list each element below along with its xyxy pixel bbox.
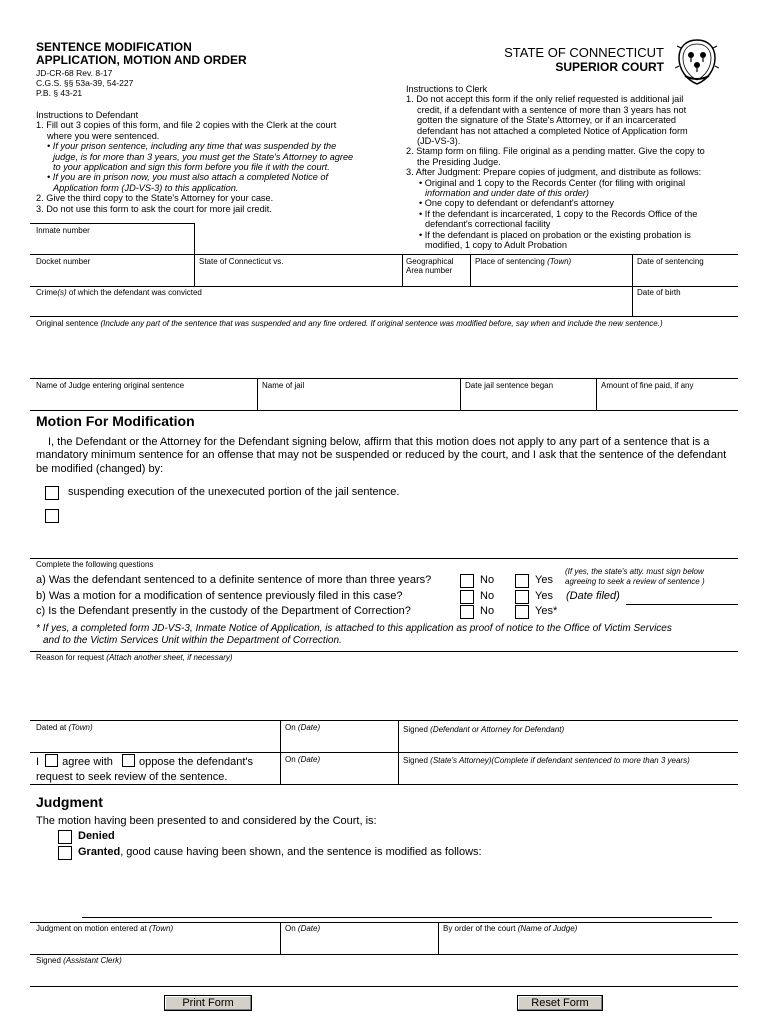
original-sentence-text: Original sentence [36,319,99,328]
form-statutes: C.G.S. §§ 53a-39, 54-227 [36,78,134,88]
motion-text: I, the Defendant or the Attorney for the Defendant signing below, affirm that this motion does not apply to any part of a sentence that is a mandatory minimum sentence for an offense that may not be suspended or reduced by the court, and I ask that the sentence of the defendant be modified (changed) by: [36,436,727,475]
state-vs-label: State of Connecticut vs. [199,257,284,266]
judge-name-label: Name of Judge entering original sentence [36,381,185,390]
question-b-no-label: No [480,590,495,602]
questions-heading: Complete the following questions [36,560,154,569]
modification-text-field[interactable] [82,864,712,918]
clerk-signature-hint: (Assistant Clerk) [63,956,122,965]
crimes-label-a: Crime [36,288,58,297]
defendant-bullet-1c: to your application and sign this form before you file it with the court. [53,162,330,173]
judgment-date-text: On [285,924,296,933]
reset-form-button[interactable]: Reset Form [517,995,603,1011]
original-sentence-field[interactable] [36,330,736,376]
fine-paid-label: Amount of fine paid, if any [601,381,694,390]
crimes-label-c: of which the defendant was convicted [66,288,202,297]
clerk-line-14: • If the defendant is placed on probation or the existing probation is [419,229,691,240]
docket-number-field[interactable] [36,267,190,284]
judgment-date-field[interactable] [285,934,435,952]
question-c-no-checkbox[interactable] [460,605,474,619]
judgment-date-label [285,924,320,933]
defendant-instruction-1: 1. Fill out 3 copies of this form, and file 2 copies with the Clerk at the court [36,120,337,131]
judgment-text: The motion having been presented to and considered by the Court, is: [36,815,377,827]
crimes-label-b: (s) [57,288,67,297]
defendant-signature-hint: (Defendant or Attorney for Defendant) [430,725,565,734]
form-practice-book: P.B. § 43-21 [36,88,83,98]
agree-checkbox[interactable] [45,754,58,767]
sign-date-text: On [285,723,296,732]
date-of-birth-field[interactable] [637,298,737,314]
clerk-line-13: defendant's correctional facility [425,219,551,230]
dated-at-field[interactable] [36,733,276,750]
clerk-line-2: credit, if a defendant with a sentence of more than 3 years has not [417,104,687,115]
defendant-instruction-1b: where you were sentenced. [47,130,160,141]
original-sentence-hint: (Include any part of the sentence that was suspended and any fine ordered. If original sentence was modified before, say when and include the new sentence.) [100,319,663,328]
clerk-line-7: the Presiding Judge. [417,156,501,167]
date-filed-label: (Date filed) [566,590,620,602]
state-sign-date-label [285,755,320,764]
judgment-entered-at-label [36,924,173,933]
clerk-line-4: defendant has not attached a completed Notice of Application form [417,125,688,136]
judge-name-order-field[interactable] [443,934,737,952]
place-of-sentencing-hint: (Town) [547,257,572,266]
granted-checkbox[interactable] [58,846,72,860]
dated-at-hint: (Town) [68,723,93,732]
ga-number-label: Geographical Area number [406,257,454,275]
agree-label: agree with [62,756,113,768]
clerk-signature-label [36,956,122,965]
clerk-line-3: gotten the signature of the State's Attorney, or if an incarcerated [417,115,676,126]
judgment-entered-at-text: Judgment on motion entered at [36,924,147,933]
request-text: request to seek review of the sentence. [36,771,228,783]
state-attorney-signature-text: Signed [403,756,428,765]
state-attorney-signature-hint: (State's Attorney)(Complete if defendant sentenced to more than 3 years) [430,756,690,765]
jail-date-field[interactable] [465,391,593,408]
reason-label [36,653,233,662]
clerk-line-5: (JD-VS-3). [417,136,461,147]
suspend-execution-label: suspending execution of the unexecuted portion of the jail sentence. [68,486,400,498]
docket-number-label: Docket number [36,257,91,266]
by-order-label [443,924,577,933]
defendant-signature-label [403,725,564,734]
defendant-instructions-heading: Instructions to Defendant [36,110,139,120]
question-b-yes-label: Yes [535,590,553,602]
question-a-yes-label: Yes [535,574,553,586]
clerk-line-11: • One copy to defendant or defendant's attorney [419,198,614,209]
court-heading [504,45,664,74]
oppose-checkbox[interactable] [122,754,135,767]
form-title-line1: SENTENCE MODIFICATION [36,40,192,54]
question-a: a) Was the defendant sentenced to a definite sentence of more than three years? [36,574,432,586]
state-sign-date-field[interactable] [285,765,395,782]
state-attorney-signature-label [403,756,690,765]
by-order-hint: (Name of Judge) [517,924,578,933]
question-a-no-checkbox[interactable] [460,574,474,588]
clerk-line-15: modified, 1 copy to Adult Probation [425,240,567,251]
footnote-line1: * If yes, a completed form JD-VS-3, Inmate Notice of Application, is attached to this application as proof of notice to the Office of Victim Services [36,623,672,634]
print-form-button[interactable]: Print Form [164,995,252,1011]
defendant-bullet-1b: judge, is for more than 3 years, you must get the State's Attorney to agree [53,151,354,162]
place-of-sentencing-text: Place of sentencing [475,257,545,266]
instructions-defendant [36,110,406,214]
state-attorney-signature-field[interactable] [403,766,737,782]
defendant-signature-field[interactable] [403,735,737,750]
date-of-sentencing-label: Date of sentencing [637,257,704,266]
question-c: c) Is the Defendant presently in the custody of the Department of Correction? [36,605,411,617]
state-seal-icon [675,38,719,86]
state-position [36,754,280,784]
question-a-yes-checkbox[interactable] [515,574,529,588]
question-c-no-label: No [480,605,495,617]
question-b-yes-checkbox[interactable] [515,590,529,604]
reason-hint: (Attach another sheet, if necessary) [106,653,233,662]
judgment-heading: Judgment [36,794,103,810]
state-name: STATE OF CONNECTICUT [504,45,664,60]
clerk-signature-field[interactable] [36,966,736,982]
motion-heading: Motion For Modification [36,413,195,429]
reason-field[interactable] [36,664,736,718]
reason-text: Reason for request [36,653,105,662]
granted-label [78,846,482,859]
form-id: JD-CR-68 Rev. 8-17 [36,68,113,78]
clerk-line-1: 1. Do not accept this form if the only relief requested is additional jail [406,94,684,105]
clerk-signature-text: Signed [36,956,61,965]
state-sign-date-hint: (Date) [297,755,321,764]
state-position-i: I [36,756,40,768]
question-a-note-line2: agreeing to seek a review of sentence ) [565,577,705,586]
date-of-sentencing-field[interactable] [637,267,737,284]
sign-date-label [285,723,320,732]
defendant-instruction-2: 2. Give the third copy to the State's Attorney for your case. [36,193,274,204]
judgment-entered-at-hint: (Town) [148,924,174,933]
crimes-label [36,288,202,297]
other-modification-checkbox[interactable] [45,509,59,523]
clerk-line-12: • If the defendant is incarcerated, 1 copy to the Records Office of the [419,208,698,219]
clerk-line-9: • Original and 1 copy to the Records Center (for filing with original [419,177,686,188]
defendant-instruction-3: 3. Do not use this form to ask the court for more jail credit. [36,203,272,214]
inmate-number-field[interactable] [36,236,190,253]
form-title [36,41,247,67]
judgment-date-hint: (Date) [297,924,321,933]
jail-date-label: Date jail sentence began [465,381,554,390]
question-a-note [565,567,705,587]
dated-at-label [36,723,93,732]
form-title-line2: APPLICATION, MOTION AND ORDER [36,53,247,67]
question-c-yes-label: Yes* [535,605,558,617]
instructions-clerk [406,84,746,251]
judge-name-field[interactable] [36,391,252,408]
suspend-execution-checkbox[interactable] [45,486,59,500]
date-filed-field[interactable] [626,589,738,605]
judgment-town-field[interactable] [36,934,276,952]
granted-bold: Granted [78,846,121,858]
date-of-birth-label: Date of birth [637,288,681,297]
granted-rest: , good cause having been shown, and the sentence is modified as follows: [120,846,482,858]
clerk-line-10: information and under date of this order) [425,188,589,199]
clerk-instructions-heading: Instructions to Clerk [406,84,488,94]
dated-at-text: Dated at [36,723,67,732]
oppose-label: oppose the defendant's [138,756,253,768]
jail-name-field[interactable] [262,391,456,408]
inmate-number-label: Inmate number [36,226,90,235]
question-a-no-label: No [480,574,495,586]
defendant-bullet-2b: Application form (JD-VS-3) to this application. [53,182,239,193]
question-b-no-checkbox[interactable] [460,590,474,604]
question-b: b) Was a motion for a modification of sentence previously filed in this case? [36,590,403,602]
defendant-signature-text: Signed [403,725,428,734]
place-of-sentencing-label [475,257,571,266]
defendant-bullet-1a: • If your prison sentence, including any time that was suspended by the [47,141,337,152]
denied-label: Denied [78,830,115,842]
sign-date-hint: (Date) [297,723,321,732]
fine-paid-field[interactable] [601,391,736,408]
clerk-line-8: 3. After Judgment: Prepare copies of judgment, and distribute as follows: [406,167,702,178]
state-sign-date-text: On [285,755,296,764]
denied-checkbox[interactable] [58,830,72,844]
place-of-sentencing-field[interactable] [475,267,629,284]
jail-name-label: Name of jail [262,381,305,390]
form-meta [36,68,133,98]
victim-notice-footnote [36,623,740,647]
defendant-bullet-2a: • If you are in prison now, you must also attach a completed Notice of [47,172,329,183]
question-c-yes-checkbox[interactable] [515,605,529,619]
clerk-line-6: 2. Stamp form on filing. File original as a pending matter. Give the copy to [406,146,705,157]
question-a-note-line1: (If yes, the state's atty. must sign below [565,567,704,576]
court-name: SUPERIOR COURT [555,60,664,74]
footnote-line2: and to the Victim Services Unit within the Department of Correction. [43,635,342,646]
crimes-field[interactable] [36,298,626,314]
by-order-text: By order of the court [443,924,516,933]
sign-date-field[interactable] [285,733,395,750]
other-modification-field[interactable] [68,508,738,550]
original-sentence-label [36,319,736,328]
defendant-name-field[interactable] [199,267,399,284]
